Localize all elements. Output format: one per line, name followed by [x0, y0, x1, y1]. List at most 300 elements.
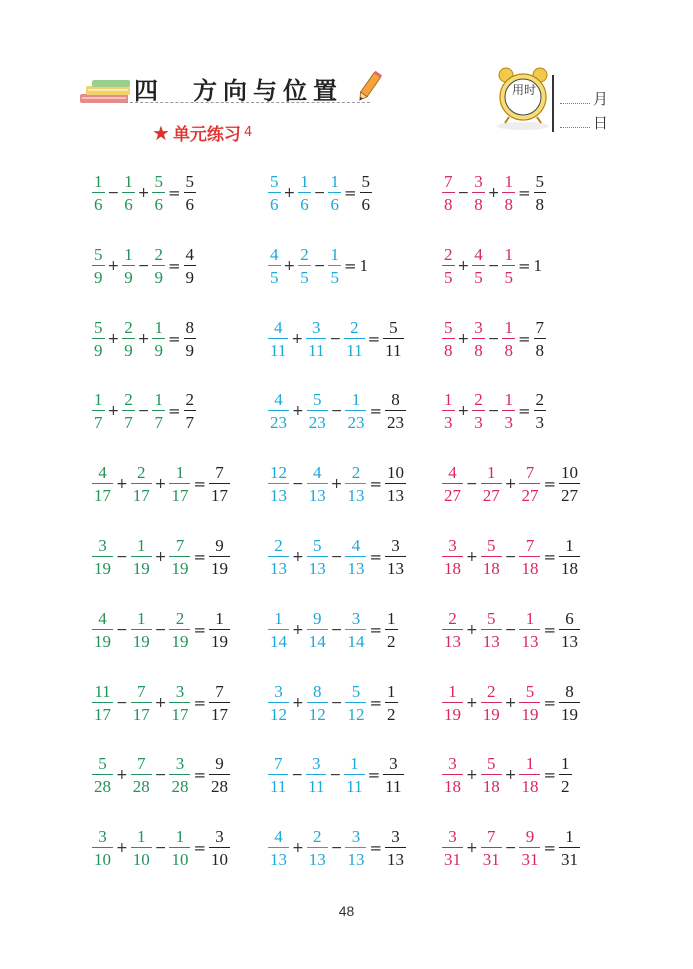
answer-fraction: [184, 173, 197, 213]
term-fraction: [345, 391, 366, 431]
term-fraction: [307, 464, 328, 504]
term-fraction-numerator: 9: [525, 827, 535, 847]
answer-fraction-denominator: 7: [184, 410, 197, 431]
term-fraction: [328, 173, 341, 213]
section-number: 4: [243, 125, 253, 140]
answer-fraction-numerator: 1: [561, 754, 570, 774]
term-fraction-numerator: 4: [273, 317, 283, 337]
term-fraction: [122, 391, 135, 431]
term-fraction-denominator: 11: [306, 774, 326, 795]
answer-fraction-numerator: 1: [565, 536, 574, 555]
term-fraction-denominator: 13: [345, 556, 366, 577]
term-fraction-numerator: 2: [274, 536, 283, 555]
term-fraction-denominator: 11: [268, 338, 288, 359]
answer-fraction-denominator: 11: [383, 338, 403, 359]
date-divider: [552, 75, 554, 132]
answer-fraction: [534, 319, 547, 359]
term-fraction: [307, 683, 328, 723]
answer-fraction-denominator: 13: [385, 847, 406, 868]
answer-fraction-denominator: 17: [209, 702, 230, 723]
term-fraction-numerator: 1: [351, 390, 361, 410]
term-fraction-numerator: 4: [270, 244, 279, 264]
equals-sign: =: [517, 329, 531, 348]
term-fraction-denominator: 9: [152, 338, 165, 359]
term-fraction-denominator: 28: [92, 774, 113, 795]
exercise-1-8: [92, 673, 230, 733]
term-fraction-denominator: 11: [344, 338, 364, 359]
term-fraction-denominator: 8: [472, 338, 485, 359]
answer-fraction-denominator: 19: [209, 629, 230, 650]
term-fraction-denominator: 9: [122, 338, 135, 359]
term-fraction-numerator: 1: [350, 754, 359, 774]
term-fraction: [306, 319, 326, 359]
day-blank[interactable]: [560, 127, 590, 128]
month-label: 月: [593, 90, 609, 108]
operator: +: [116, 767, 128, 784]
term-fraction-numerator: 3: [175, 681, 185, 701]
term-fraction-denominator: 19: [92, 629, 113, 650]
term-fraction-denominator: 28: [169, 774, 190, 795]
term-fraction-denominator: 31: [481, 847, 502, 868]
term-fraction-numerator: 1: [136, 608, 146, 628]
operator: +: [330, 476, 343, 493]
answer-fraction-numerator: 2: [535, 390, 545, 410]
equals-sign: =: [167, 329, 181, 348]
term-fraction: [442, 464, 463, 504]
answer-fraction-denominator: 31: [559, 847, 580, 868]
answer-fraction-numerator: 7: [215, 681, 224, 701]
term-fraction: [268, 755, 288, 795]
equals-sign: =: [369, 693, 383, 712]
term-fraction-denominator: 10: [92, 847, 113, 868]
term-fraction: [122, 246, 135, 286]
answer-fraction-denominator: 8: [534, 192, 547, 213]
term-fraction: [169, 537, 190, 577]
day-label: 日: [593, 114, 609, 132]
answer-fraction-denominator: 8: [534, 338, 547, 359]
term-fraction-denominator: 18: [519, 556, 540, 577]
term-fraction-denominator: 28: [131, 774, 152, 795]
answer-fraction-denominator: 28: [209, 774, 230, 795]
term-fraction-denominator: 23: [268, 410, 289, 431]
term-fraction: [307, 537, 328, 577]
equals-sign: =: [343, 256, 357, 275]
term-fraction: [122, 173, 135, 213]
operator: +: [466, 767, 478, 784]
term-fraction-denominator: 7: [122, 410, 135, 431]
term-fraction: [152, 173, 165, 213]
equals-sign: =: [193, 620, 207, 639]
term-fraction: [481, 683, 502, 723]
term-fraction-denominator: 13: [307, 556, 328, 577]
term-fraction-numerator: 5: [94, 317, 103, 337]
term-fraction: [92, 173, 105, 213]
operator: +: [283, 257, 296, 274]
operator: −: [154, 767, 167, 784]
term-fraction-numerator: 1: [504, 172, 513, 191]
exercise-2-3: [268, 309, 404, 369]
term-fraction-numerator: 1: [448, 681, 457, 701]
operator: −: [504, 549, 517, 565]
term-fraction-denominator: 18: [442, 774, 463, 795]
term-fraction-denominator: 6: [92, 192, 105, 213]
exercise-2-2: [268, 236, 368, 296]
term-fraction-numerator: 7: [486, 827, 496, 847]
term-fraction-numerator: 7: [136, 681, 146, 701]
term-fraction: [169, 828, 190, 868]
answer-fraction: [209, 683, 230, 723]
term-fraction-denominator: 14: [268, 629, 289, 650]
section-label: 单元练习: [172, 125, 241, 145]
term-fraction-numerator: 4: [448, 463, 457, 483]
operator: −: [329, 767, 342, 784]
term-fraction-numerator: 2: [444, 244, 453, 264]
page-number: 48: [338, 903, 355, 919]
exercise-2-5: [268, 454, 406, 514]
term-fraction-denominator: 19: [442, 702, 463, 723]
answer-fraction: [385, 464, 406, 504]
exercise-2-1: [268, 163, 372, 223]
term-fraction: [268, 391, 289, 431]
term-fraction: [345, 828, 366, 868]
term-fraction: [502, 391, 515, 431]
equals-sign: =: [193, 475, 207, 494]
answer-fraction-numerator: 5: [361, 172, 371, 191]
term-fraction: [344, 755, 364, 795]
answer-fraction-denominator: 3: [534, 410, 547, 431]
term-fraction: [442, 610, 463, 650]
exercise-3-2: [442, 236, 542, 296]
operator: +: [137, 330, 150, 347]
term-fraction: [131, 464, 152, 504]
term-fraction-denominator: 31: [442, 847, 463, 868]
term-fraction: [169, 610, 190, 650]
operator: +: [504, 767, 517, 784]
term-fraction: [152, 246, 165, 286]
term-fraction-numerator: 1: [486, 463, 496, 483]
answer-fraction-numerator: 1: [215, 608, 224, 628]
exercise-1-10: [92, 818, 230, 878]
term-fraction: [268, 319, 288, 359]
term-fraction-numerator: 5: [351, 681, 361, 701]
answer-fraction-denominator: 27: [559, 483, 580, 504]
answer-fraction-numerator: 4: [185, 244, 195, 264]
operator: −: [487, 403, 500, 420]
term-fraction-denominator: 6: [298, 192, 311, 213]
exercise-1-4: [92, 381, 196, 441]
month-blank[interactable]: [560, 103, 590, 104]
term-fraction-numerator: 4: [274, 827, 283, 847]
term-fraction-numerator: 4: [474, 244, 483, 264]
term-fraction: [442, 537, 463, 577]
operator: −: [330, 621, 343, 638]
answer-fraction-numerator: 8: [565, 681, 574, 701]
operator: −: [457, 185, 470, 201]
term-fraction: [169, 755, 190, 795]
term-fraction: [268, 464, 289, 504]
term-fraction-numerator: 2: [312, 827, 322, 847]
operator: +: [292, 403, 304, 420]
answer-fraction-numerator: 7: [535, 317, 545, 337]
exercise-1-7: [92, 600, 230, 660]
term-fraction-denominator: 13: [345, 847, 366, 868]
operator: −: [116, 694, 128, 711]
term-fraction: [442, 683, 463, 723]
answer-fraction-denominator: 11: [383, 774, 403, 795]
operator: +: [291, 330, 304, 347]
exercise-3-5: [442, 454, 580, 514]
term-fraction-denominator: 17: [131, 702, 152, 723]
term-fraction: [306, 755, 326, 795]
answer-fraction-numerator: 8: [185, 317, 195, 337]
answer-fraction-numerator: 3: [391, 827, 400, 847]
operator: +: [154, 694, 167, 711]
term-fraction: [169, 683, 190, 723]
term-fraction: [92, 246, 105, 286]
term-fraction-numerator: 3: [474, 172, 483, 191]
term-fraction-numerator: 2: [448, 608, 457, 628]
term-fraction-denominator: 17: [169, 483, 190, 504]
answer-fraction: [534, 173, 547, 213]
answer-fraction-numerator: 6: [565, 608, 574, 628]
operator: −: [137, 257, 150, 274]
operator: +: [107, 257, 120, 274]
operator: +: [292, 840, 304, 857]
term-fraction-denominator: 13: [268, 483, 289, 504]
equals-sign: =: [369, 839, 383, 858]
term-fraction: [268, 537, 289, 577]
term-fraction: [268, 828, 289, 868]
answer-fraction: [385, 391, 406, 431]
term-fraction-denominator: 23: [345, 410, 366, 431]
term-fraction-numerator: 7: [175, 536, 185, 555]
term-fraction-numerator: 1: [154, 317, 163, 337]
term-fraction-denominator: 23: [307, 410, 328, 431]
operator: +: [292, 694, 304, 711]
answer-fraction-numerator: 9: [215, 536, 224, 555]
term-fraction: [131, 610, 152, 650]
equals-sign: =: [167, 256, 181, 275]
term-fraction-denominator: 13: [307, 483, 328, 504]
term-fraction-denominator: 8: [442, 192, 455, 213]
answer-fraction-denominator: 2: [385, 629, 398, 650]
term-fraction: [481, 755, 502, 795]
answer-fraction-denominator: 6: [360, 192, 373, 213]
answer-fraction: [383, 319, 403, 359]
equals-sign: =: [369, 402, 383, 421]
operator: +: [466, 694, 478, 711]
equals-sign: =: [193, 766, 207, 785]
answer-whole: 1: [533, 255, 543, 275]
equals-sign: =: [369, 620, 383, 639]
term-fraction-numerator: 3: [312, 317, 321, 337]
term-fraction-numerator: 4: [98, 608, 107, 628]
exercise-1-3: [92, 309, 196, 369]
term-fraction-numerator: 12: [270, 463, 287, 483]
term-fraction-numerator: 1: [274, 608, 283, 628]
answer-fraction-denominator: 2: [559, 774, 572, 795]
term-fraction-denominator: 13: [268, 847, 289, 868]
day-field[interactable]: [560, 112, 608, 133]
term-fraction-numerator: 1: [136, 536, 146, 555]
term-fraction-numerator: 1: [94, 172, 103, 191]
answer-fraction: [209, 828, 230, 868]
term-fraction-denominator: 27: [519, 483, 540, 504]
term-fraction-numerator: 7: [525, 536, 535, 555]
answer-fraction-numerator: 7: [215, 463, 224, 483]
answer-fraction-numerator: 1: [387, 608, 396, 628]
time-used-label: 用时: [511, 83, 536, 97]
term-fraction-numerator: 1: [330, 244, 339, 264]
term-fraction-denominator: 12: [307, 702, 328, 723]
term-fraction-denominator: 3: [502, 410, 515, 431]
answer-fraction: [559, 537, 580, 577]
term-fraction: [442, 246, 455, 286]
operator: +: [107, 330, 120, 347]
operator: +: [457, 403, 470, 420]
term-fraction: [502, 319, 515, 359]
answer-fraction-denominator: 17: [209, 483, 230, 504]
answer-fraction: [383, 755, 403, 795]
term-fraction: [442, 319, 455, 359]
term-fraction: [481, 537, 502, 577]
term-fraction-numerator: 5: [312, 390, 322, 410]
operator: +: [487, 185, 500, 201]
term-fraction-denominator: 8: [472, 192, 485, 213]
term-fraction-denominator: 27: [442, 483, 463, 504]
term-fraction: [131, 537, 152, 577]
equals-sign: =: [517, 402, 531, 421]
term-fraction-numerator: 5: [270, 172, 279, 191]
equals-sign: =: [193, 693, 207, 712]
answer-fraction-numerator: 8: [391, 390, 400, 410]
term-fraction-numerator: 2: [154, 244, 163, 264]
exercise-3-7: [442, 600, 580, 660]
operator: +: [292, 549, 304, 565]
title-underline: [125, 102, 370, 103]
term-fraction: [92, 683, 113, 723]
term-fraction: [152, 319, 165, 359]
exercise-1-9: [92, 745, 230, 805]
term-fraction-denominator: 5: [442, 265, 455, 286]
equals-sign: =: [367, 329, 381, 348]
term-fraction: [307, 391, 328, 431]
term-fraction-numerator: 8: [312, 681, 322, 701]
answer-fraction: [559, 610, 580, 650]
term-fraction-denominator: 17: [92, 483, 113, 504]
answer-fraction-numerator: 2: [185, 390, 195, 410]
term-fraction: [472, 173, 485, 213]
operator: −: [504, 840, 517, 857]
exercise-1-1: [92, 163, 196, 223]
term-fraction-numerator: 1: [504, 244, 513, 264]
answer-fraction: [360, 173, 373, 213]
term-fraction-denominator: 8: [502, 338, 515, 359]
term-fraction-denominator: 11: [344, 774, 364, 795]
term-fraction: [481, 828, 502, 868]
term-fraction-numerator: 7: [273, 754, 283, 774]
term-fraction-numerator: 2: [486, 681, 496, 701]
answer-fraction: [209, 537, 230, 577]
operator: +: [154, 476, 167, 493]
operator: +: [137, 185, 150, 201]
term-fraction-numerator: 3: [312, 754, 321, 774]
term-fraction-denominator: 5: [472, 265, 485, 286]
term-fraction-denominator: 19: [131, 629, 152, 650]
answer-fraction-numerator: 3: [389, 754, 398, 774]
term-fraction-denominator: 9: [92, 265, 105, 286]
term-fraction: [268, 246, 281, 286]
answer-fraction-denominator: 10: [209, 847, 230, 868]
operator: +: [457, 257, 470, 274]
term-fraction: [298, 173, 311, 213]
term-fraction: [152, 391, 165, 431]
answer-fraction: [559, 683, 580, 723]
term-fraction-numerator: 11: [94, 681, 111, 701]
term-fraction-numerator: 1: [504, 390, 513, 410]
term-fraction: [481, 464, 502, 504]
term-fraction-numerator: 1: [525, 608, 535, 628]
operator: −: [330, 694, 343, 711]
term-fraction-numerator: 3: [351, 827, 361, 847]
term-fraction-numerator: 1: [94, 390, 103, 410]
exercise-2-10: [268, 818, 406, 878]
term-fraction-denominator: 18: [519, 774, 540, 795]
operator: +: [457, 330, 470, 347]
term-fraction-numerator: 1: [124, 172, 133, 191]
exercise-2-9: [268, 745, 404, 805]
answer-fraction-denominator: 13: [385, 556, 406, 577]
operator: +: [466, 621, 478, 638]
term-fraction-numerator: 2: [136, 463, 146, 483]
term-fraction-numerator: 1: [175, 827, 185, 847]
term-fraction: [345, 683, 366, 723]
answer-fraction-denominator: 18: [559, 556, 580, 577]
term-fraction: [122, 319, 135, 359]
term-fraction-denominator: 14: [307, 629, 328, 650]
answer-fraction-numerator: 9: [215, 754, 224, 774]
equals-sign: =: [543, 766, 557, 785]
term-fraction-denominator: 19: [481, 702, 502, 723]
term-fraction: [519, 755, 540, 795]
chapter-title: 方向与位置: [193, 77, 343, 105]
answer-fraction-numerator: 5: [185, 172, 195, 191]
answer-fraction-numerator: 10: [561, 463, 579, 483]
operator: +: [283, 185, 296, 201]
operator: −: [116, 621, 128, 638]
exercise-3-3: [442, 309, 546, 369]
answer-fraction-denominator: 19: [559, 702, 580, 723]
term-fraction-numerator: 1: [154, 390, 163, 410]
exercise-3-4: [442, 381, 546, 441]
term-fraction-denominator: 5: [502, 265, 515, 286]
equals-sign: =: [517, 184, 531, 202]
term-fraction: [442, 391, 455, 431]
term-fraction-numerator: 2: [124, 390, 133, 410]
equals-sign: =: [193, 548, 207, 566]
term-fraction-denominator: 9: [152, 265, 165, 286]
term-fraction-denominator: 13: [268, 556, 289, 577]
term-fraction: [131, 828, 152, 868]
operator: +: [466, 549, 478, 565]
term-fraction: [481, 610, 502, 650]
term-fraction: [268, 610, 289, 650]
month-field[interactable]: [560, 88, 608, 109]
term-fraction-denominator: 11: [268, 774, 288, 795]
equals-sign: =: [193, 839, 207, 858]
term-fraction-denominator: 8: [442, 338, 455, 359]
term-fraction: [92, 464, 113, 504]
